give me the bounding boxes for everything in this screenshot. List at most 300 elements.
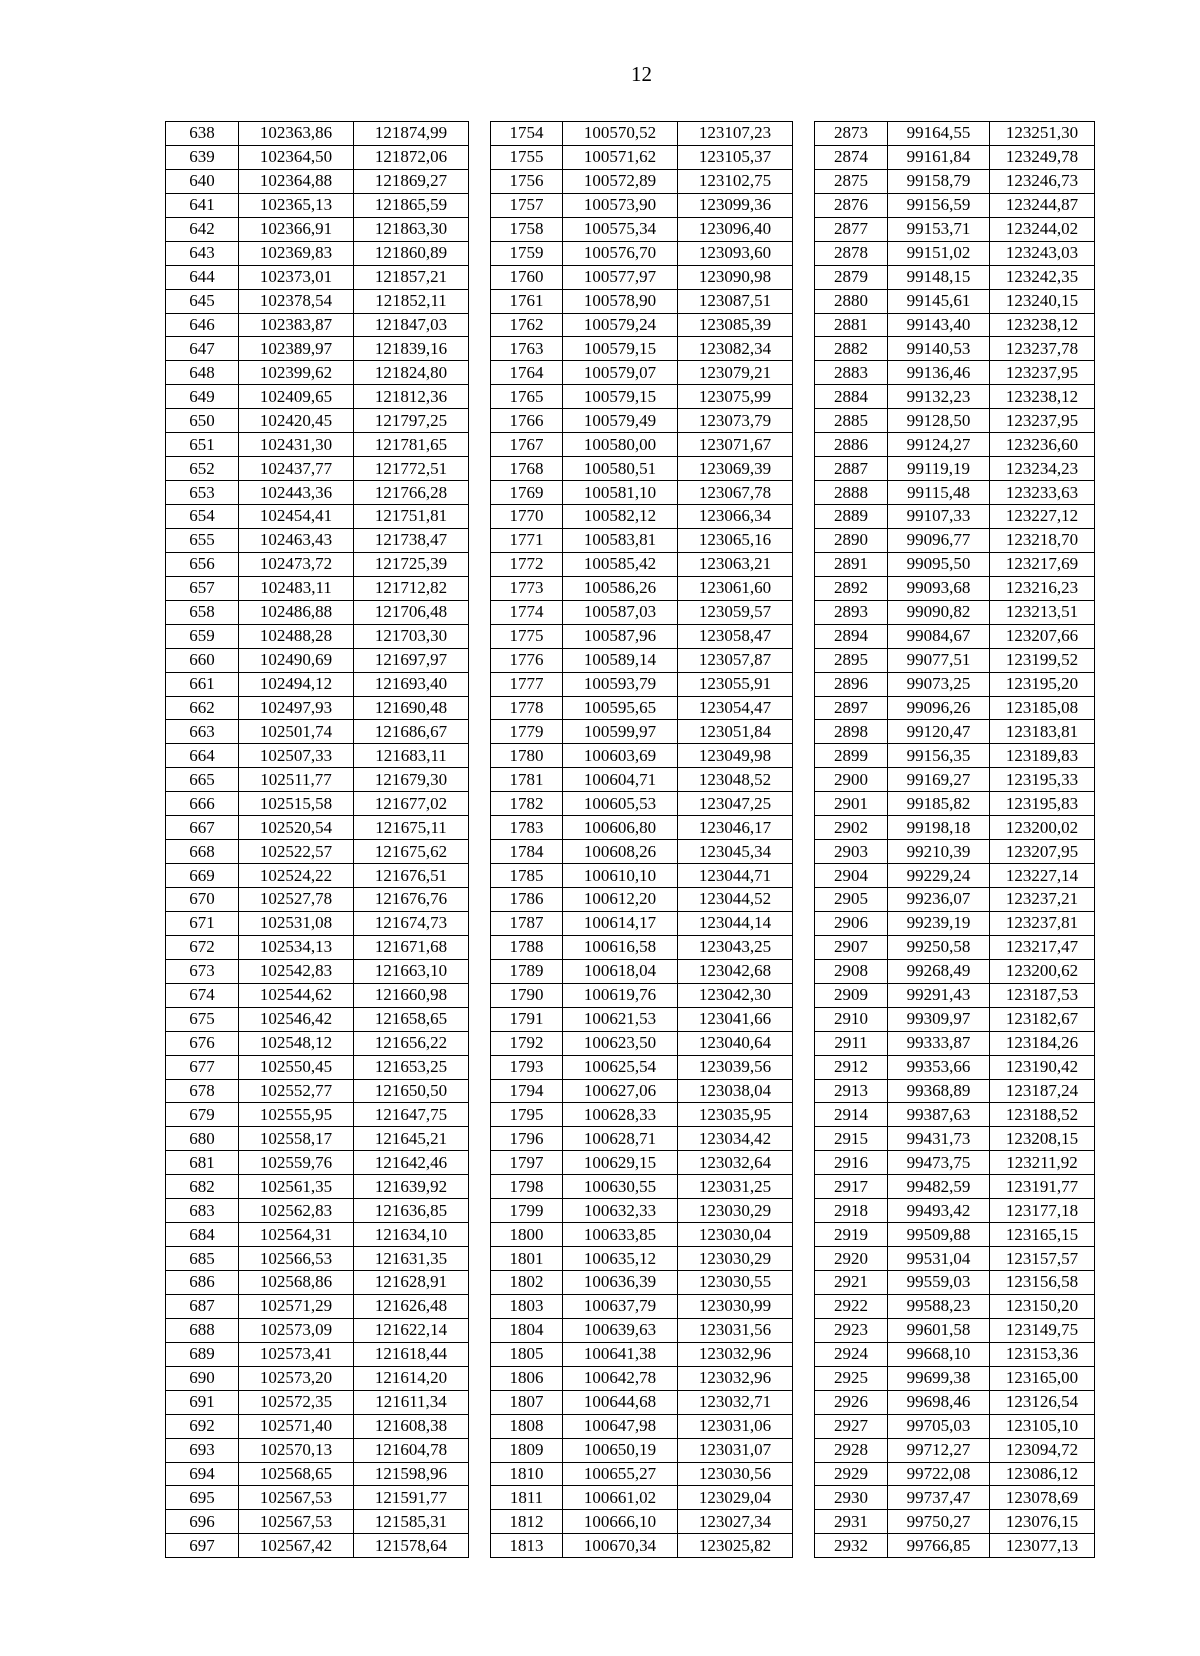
point-number-cell: 2896 xyxy=(815,672,888,696)
point-number-cell: 1770 xyxy=(491,505,563,529)
y-coordinate-cell: 123234,23 xyxy=(990,457,1095,481)
x-coordinate-cell: 99145,61 xyxy=(888,289,990,313)
y-coordinate-cell: 121642,46 xyxy=(354,1151,469,1175)
column-separator xyxy=(469,1271,491,1295)
y-coordinate-cell: 123237,78 xyxy=(990,337,1095,361)
column-separator xyxy=(793,145,815,169)
point-number-cell: 1771 xyxy=(491,528,563,552)
x-coordinate-cell: 99291,43 xyxy=(888,983,990,1007)
point-number-cell: 647 xyxy=(166,337,239,361)
y-coordinate-cell: 121656,22 xyxy=(354,1031,469,1055)
column-separator xyxy=(469,481,491,505)
y-coordinate-cell: 123094,72 xyxy=(990,1438,1095,1462)
point-number-cell: 2890 xyxy=(815,528,888,552)
y-coordinate-cell: 123025,82 xyxy=(678,1534,793,1558)
y-coordinate-cell: 121626,48 xyxy=(354,1294,469,1318)
y-coordinate-cell: 121634,10 xyxy=(354,1223,469,1247)
y-coordinate-cell: 121824,80 xyxy=(354,361,469,385)
column-separator xyxy=(793,840,815,864)
y-coordinate-cell: 123238,12 xyxy=(990,313,1095,337)
column-separator xyxy=(469,911,491,935)
y-coordinate-cell: 123030,04 xyxy=(678,1223,793,1247)
x-coordinate-cell: 99185,82 xyxy=(888,792,990,816)
point-number-cell: 2921 xyxy=(815,1271,888,1295)
column-separator xyxy=(469,768,491,792)
x-coordinate-cell: 99156,35 xyxy=(888,744,990,768)
y-coordinate-cell: 123051,84 xyxy=(678,720,793,744)
y-coordinate-cell: 121683,11 xyxy=(354,744,469,768)
y-coordinate-cell: 123099,36 xyxy=(678,193,793,217)
point-number-cell: 1776 xyxy=(491,648,563,672)
table-row xyxy=(166,600,1095,624)
point-number-cell: 1798 xyxy=(491,1175,563,1199)
x-coordinate-cell: 102520,54 xyxy=(239,816,354,840)
table-row xyxy=(166,864,1095,888)
x-coordinate-cell: 100627,06 xyxy=(563,1079,678,1103)
y-coordinate-cell: 123077,13 xyxy=(990,1534,1095,1558)
point-number-cell: 645 xyxy=(166,289,239,313)
y-coordinate-cell: 123105,37 xyxy=(678,145,793,169)
point-number-cell: 1774 xyxy=(491,600,563,624)
x-coordinate-cell: 100575,34 xyxy=(563,217,678,241)
table-row xyxy=(166,1318,1095,1342)
x-coordinate-cell: 102567,53 xyxy=(239,1510,354,1534)
y-coordinate-cell: 123237,21 xyxy=(990,888,1095,912)
table-row xyxy=(166,888,1095,912)
page-number: 12 xyxy=(631,62,652,86)
y-coordinate-cell: 123195,20 xyxy=(990,672,1095,696)
column-separator xyxy=(469,1103,491,1127)
y-coordinate-cell: 121622,14 xyxy=(354,1318,469,1342)
x-coordinate-cell: 102573,20 xyxy=(239,1366,354,1390)
column-separator xyxy=(469,409,491,433)
point-number-cell: 2923 xyxy=(815,1318,888,1342)
y-coordinate-cell: 123213,51 xyxy=(990,600,1095,624)
y-coordinate-cell: 121693,40 xyxy=(354,672,469,696)
x-coordinate-cell: 99309,97 xyxy=(888,1007,990,1031)
y-coordinate-cell: 123236,60 xyxy=(990,433,1095,457)
point-number-cell: 1802 xyxy=(491,1271,563,1295)
column-separator xyxy=(469,600,491,624)
table-row xyxy=(166,648,1095,672)
x-coordinate-cell: 102527,78 xyxy=(239,888,354,912)
table-row xyxy=(166,1294,1095,1318)
x-coordinate-cell: 100639,63 xyxy=(563,1318,678,1342)
column-separator xyxy=(469,1318,491,1342)
point-number-cell: 681 xyxy=(166,1151,239,1175)
x-coordinate-cell: 100579,15 xyxy=(563,385,678,409)
point-number-cell: 641 xyxy=(166,193,239,217)
y-coordinate-cell: 121738,47 xyxy=(354,528,469,552)
y-coordinate-cell: 121675,62 xyxy=(354,840,469,864)
x-coordinate-cell: 99698,46 xyxy=(888,1390,990,1414)
point-number-cell: 676 xyxy=(166,1031,239,1055)
y-coordinate-cell: 121639,92 xyxy=(354,1175,469,1199)
y-coordinate-cell: 121679,30 xyxy=(354,768,469,792)
y-coordinate-cell: 123032,96 xyxy=(678,1342,793,1366)
table-row xyxy=(166,624,1095,648)
table-row xyxy=(166,122,1095,146)
x-coordinate-cell: 100570,52 xyxy=(563,122,678,146)
point-number-cell: 688 xyxy=(166,1318,239,1342)
point-number-cell: 678 xyxy=(166,1079,239,1103)
x-coordinate-cell: 100630,55 xyxy=(563,1175,678,1199)
y-coordinate-cell: 123217,47 xyxy=(990,935,1095,959)
point-number-cell: 672 xyxy=(166,935,239,959)
point-number-cell: 652 xyxy=(166,457,239,481)
x-coordinate-cell: 99096,26 xyxy=(888,696,990,720)
point-number-cell: 2901 xyxy=(815,792,888,816)
y-coordinate-cell: 123233,63 xyxy=(990,481,1095,505)
x-coordinate-cell: 100642,78 xyxy=(563,1366,678,1390)
y-coordinate-cell: 123055,91 xyxy=(678,672,793,696)
point-number-cell: 2910 xyxy=(815,1007,888,1031)
y-coordinate-cell: 123240,15 xyxy=(990,289,1095,313)
x-coordinate-cell: 99128,50 xyxy=(888,409,990,433)
y-coordinate-cell: 121650,50 xyxy=(354,1079,469,1103)
x-coordinate-cell: 99509,88 xyxy=(888,1223,990,1247)
point-number-cell: 1764 xyxy=(491,361,563,385)
point-number-cell: 1766 xyxy=(491,409,563,433)
x-coordinate-cell: 99073,25 xyxy=(888,672,990,696)
x-coordinate-cell: 102546,42 xyxy=(239,1007,354,1031)
point-number-cell: 1758 xyxy=(491,217,563,241)
x-coordinate-cell: 100655,27 xyxy=(563,1462,678,1486)
x-coordinate-cell: 99712,27 xyxy=(888,1438,990,1462)
point-number-cell: 1786 xyxy=(491,888,563,912)
column-separator xyxy=(793,983,815,1007)
point-number-cell: 642 xyxy=(166,217,239,241)
x-coordinate-cell: 100581,10 xyxy=(563,481,678,505)
x-coordinate-cell: 102561,35 xyxy=(239,1175,354,1199)
column-separator xyxy=(469,1175,491,1199)
table-row xyxy=(166,696,1095,720)
point-number-cell: 650 xyxy=(166,409,239,433)
point-number-cell: 1775 xyxy=(491,624,563,648)
column-separator xyxy=(469,1462,491,1486)
point-number-cell: 663 xyxy=(166,720,239,744)
column-separator xyxy=(793,1438,815,1462)
x-coordinate-cell: 102373,01 xyxy=(239,265,354,289)
y-coordinate-cell: 121839,16 xyxy=(354,337,469,361)
table-row xyxy=(166,241,1095,265)
x-coordinate-cell: 102383,87 xyxy=(239,313,354,337)
point-number-cell: 1806 xyxy=(491,1366,563,1390)
point-number-cell: 668 xyxy=(166,840,239,864)
y-coordinate-cell: 121598,96 xyxy=(354,1462,469,1486)
point-number-cell: 2897 xyxy=(815,696,888,720)
x-coordinate-cell: 99668,10 xyxy=(888,1342,990,1366)
point-number-cell: 658 xyxy=(166,600,239,624)
y-coordinate-cell: 123184,26 xyxy=(990,1031,1095,1055)
x-coordinate-cell: 99333,87 xyxy=(888,1031,990,1055)
column-separator xyxy=(793,888,815,912)
y-coordinate-cell: 123238,12 xyxy=(990,385,1095,409)
y-coordinate-cell: 121608,38 xyxy=(354,1414,469,1438)
point-number-cell: 682 xyxy=(166,1175,239,1199)
point-number-cell: 2887 xyxy=(815,457,888,481)
point-number-cell: 644 xyxy=(166,265,239,289)
y-coordinate-cell: 123249,78 xyxy=(990,145,1095,169)
column-separator xyxy=(793,696,815,720)
x-coordinate-cell: 102511,77 xyxy=(239,768,354,792)
y-coordinate-cell: 123187,24 xyxy=(990,1079,1095,1103)
table-row xyxy=(166,1462,1095,1486)
column-separator xyxy=(793,289,815,313)
y-coordinate-cell: 123188,52 xyxy=(990,1103,1095,1127)
column-separator xyxy=(793,744,815,768)
point-number-cell: 2930 xyxy=(815,1486,888,1510)
y-coordinate-cell: 123031,07 xyxy=(678,1438,793,1462)
point-number-cell: 1812 xyxy=(491,1510,563,1534)
y-coordinate-cell: 121686,67 xyxy=(354,720,469,744)
x-coordinate-cell: 102566,53 xyxy=(239,1247,354,1271)
point-number-cell: 684 xyxy=(166,1223,239,1247)
x-coordinate-cell: 100571,62 xyxy=(563,145,678,169)
column-separator xyxy=(793,600,815,624)
column-separator xyxy=(793,552,815,576)
column-separator xyxy=(469,888,491,912)
y-coordinate-cell: 123090,98 xyxy=(678,265,793,289)
y-coordinate-cell: 123243,03 xyxy=(990,241,1095,265)
x-coordinate-cell: 99601,58 xyxy=(888,1318,990,1342)
point-number-cell: 2908 xyxy=(815,959,888,983)
column-separator xyxy=(793,1151,815,1175)
x-coordinate-cell: 99115,48 xyxy=(888,481,990,505)
point-number-cell: 675 xyxy=(166,1007,239,1031)
x-coordinate-cell: 100578,90 xyxy=(563,289,678,313)
column-separator xyxy=(469,792,491,816)
x-coordinate-cell: 102483,11 xyxy=(239,576,354,600)
x-coordinate-cell: 99737,47 xyxy=(888,1486,990,1510)
x-coordinate-cell: 99431,73 xyxy=(888,1127,990,1151)
table-row xyxy=(166,1534,1095,1558)
point-number-cell: 1778 xyxy=(491,696,563,720)
x-coordinate-cell: 100579,24 xyxy=(563,313,678,337)
y-coordinate-cell: 123032,96 xyxy=(678,1366,793,1390)
y-coordinate-cell: 123030,56 xyxy=(678,1462,793,1486)
column-separator xyxy=(469,1199,491,1223)
point-number-cell: 2903 xyxy=(815,840,888,864)
x-coordinate-cell: 99387,63 xyxy=(888,1103,990,1127)
x-coordinate-cell: 102571,40 xyxy=(239,1414,354,1438)
point-number-cell: 2875 xyxy=(815,169,888,193)
y-coordinate-cell: 123195,33 xyxy=(990,768,1095,792)
column-separator xyxy=(793,1462,815,1486)
column-separator xyxy=(793,1223,815,1247)
column-separator xyxy=(793,1127,815,1151)
y-coordinate-cell: 123058,47 xyxy=(678,624,793,648)
x-coordinate-cell: 100577,97 xyxy=(563,265,678,289)
x-coordinate-cell: 99093,68 xyxy=(888,576,990,600)
x-coordinate-cell: 100587,96 xyxy=(563,624,678,648)
x-coordinate-cell: 102558,17 xyxy=(239,1127,354,1151)
y-coordinate-cell: 121725,39 xyxy=(354,552,469,576)
table-row xyxy=(166,1510,1095,1534)
column-separator xyxy=(469,193,491,217)
table-row xyxy=(166,457,1095,481)
y-coordinate-cell: 123059,57 xyxy=(678,600,793,624)
y-coordinate-cell: 123044,52 xyxy=(678,888,793,912)
x-coordinate-cell: 100633,85 xyxy=(563,1223,678,1247)
point-number-cell: 2925 xyxy=(815,1366,888,1390)
y-coordinate-cell: 121852,11 xyxy=(354,289,469,313)
point-number-cell: 691 xyxy=(166,1390,239,1414)
y-coordinate-cell: 121847,03 xyxy=(354,313,469,337)
point-number-cell: 1754 xyxy=(491,122,563,146)
x-coordinate-cell: 100580,00 xyxy=(563,433,678,457)
point-number-cell: 664 xyxy=(166,744,239,768)
y-coordinate-cell: 123045,34 xyxy=(678,840,793,864)
point-number-cell: 2915 xyxy=(815,1127,888,1151)
x-coordinate-cell: 100587,03 xyxy=(563,600,678,624)
point-number-cell: 662 xyxy=(166,696,239,720)
y-coordinate-cell: 123107,23 xyxy=(678,122,793,146)
x-coordinate-cell: 100616,58 xyxy=(563,935,678,959)
y-coordinate-cell: 123185,08 xyxy=(990,696,1095,720)
y-coordinate-cell: 123157,57 xyxy=(990,1247,1095,1271)
column-separator xyxy=(469,337,491,361)
column-separator xyxy=(469,1342,491,1366)
point-number-cell: 1813 xyxy=(491,1534,563,1558)
table-row xyxy=(166,1007,1095,1031)
point-number-cell: 1783 xyxy=(491,816,563,840)
column-separator xyxy=(469,505,491,529)
table-row xyxy=(166,792,1095,816)
y-coordinate-cell: 123217,69 xyxy=(990,552,1095,576)
y-coordinate-cell: 121676,51 xyxy=(354,864,469,888)
table-row xyxy=(166,552,1095,576)
point-number-cell: 1799 xyxy=(491,1199,563,1223)
x-coordinate-cell: 100579,15 xyxy=(563,337,678,361)
y-coordinate-cell: 123082,34 xyxy=(678,337,793,361)
y-coordinate-cell: 121677,02 xyxy=(354,792,469,816)
column-separator xyxy=(793,864,815,888)
y-coordinate-cell: 123218,70 xyxy=(990,528,1095,552)
y-coordinate-cell: 123093,60 xyxy=(678,241,793,265)
y-coordinate-cell: 123031,56 xyxy=(678,1318,793,1342)
x-coordinate-cell: 100585,42 xyxy=(563,552,678,576)
column-separator xyxy=(793,720,815,744)
x-coordinate-cell: 100573,90 xyxy=(563,193,678,217)
x-coordinate-cell: 100666,10 xyxy=(563,1510,678,1534)
x-coordinate-cell: 102363,86 xyxy=(239,122,354,146)
y-coordinate-cell: 123087,51 xyxy=(678,289,793,313)
point-number-cell: 2895 xyxy=(815,648,888,672)
y-coordinate-cell: 123054,47 xyxy=(678,696,793,720)
x-coordinate-cell: 102572,35 xyxy=(239,1390,354,1414)
point-number-cell: 1780 xyxy=(491,744,563,768)
table-row xyxy=(166,1103,1095,1127)
y-coordinate-cell: 123041,66 xyxy=(678,1007,793,1031)
x-coordinate-cell: 102507,33 xyxy=(239,744,354,768)
x-coordinate-cell: 99482,59 xyxy=(888,1175,990,1199)
y-coordinate-cell: 121578,64 xyxy=(354,1534,469,1558)
x-coordinate-cell: 102544,62 xyxy=(239,983,354,1007)
column-separator xyxy=(469,241,491,265)
y-coordinate-cell: 123031,25 xyxy=(678,1175,793,1199)
point-number-cell: 2912 xyxy=(815,1055,888,1079)
table-row xyxy=(166,672,1095,696)
point-number-cell: 1772 xyxy=(491,552,563,576)
y-coordinate-cell: 123061,60 xyxy=(678,576,793,600)
point-number-cell: 656 xyxy=(166,552,239,576)
point-number-cell: 2927 xyxy=(815,1414,888,1438)
y-coordinate-cell: 123251,30 xyxy=(990,122,1095,146)
point-number-cell: 639 xyxy=(166,145,239,169)
point-number-cell: 696 xyxy=(166,1510,239,1534)
point-number-cell: 638 xyxy=(166,122,239,146)
y-coordinate-cell: 123048,52 xyxy=(678,768,793,792)
point-number-cell: 1756 xyxy=(491,169,563,193)
column-separator xyxy=(469,744,491,768)
x-coordinate-cell: 99210,39 xyxy=(888,840,990,864)
x-coordinate-cell: 102524,22 xyxy=(239,864,354,888)
point-number-cell: 1781 xyxy=(491,768,563,792)
x-coordinate-cell: 100647,98 xyxy=(563,1414,678,1438)
point-number-cell: 693 xyxy=(166,1438,239,1462)
point-number-cell: 2898 xyxy=(815,720,888,744)
point-number-cell: 657 xyxy=(166,576,239,600)
table-row xyxy=(166,409,1095,433)
column-separator xyxy=(793,1294,815,1318)
x-coordinate-cell: 102437,77 xyxy=(239,457,354,481)
x-coordinate-cell: 100635,12 xyxy=(563,1247,678,1271)
x-coordinate-cell: 100580,51 xyxy=(563,457,678,481)
y-coordinate-cell: 121653,25 xyxy=(354,1055,469,1079)
x-coordinate-cell: 102389,97 xyxy=(239,337,354,361)
point-number-cell: 685 xyxy=(166,1247,239,1271)
point-number-cell: 2900 xyxy=(815,768,888,792)
column-separator xyxy=(469,433,491,457)
point-number-cell: 2929 xyxy=(815,1462,888,1486)
point-number-cell: 1761 xyxy=(491,289,563,313)
table-row xyxy=(166,935,1095,959)
y-coordinate-cell: 123043,25 xyxy=(678,935,793,959)
column-separator xyxy=(793,122,815,146)
point-number-cell: 1784 xyxy=(491,840,563,864)
x-coordinate-cell: 102494,12 xyxy=(239,672,354,696)
point-number-cell: 1779 xyxy=(491,720,563,744)
x-coordinate-cell: 99353,66 xyxy=(888,1055,990,1079)
table-row xyxy=(166,385,1095,409)
x-coordinate-cell: 99229,24 xyxy=(888,864,990,888)
column-separator xyxy=(793,337,815,361)
table-row xyxy=(166,1031,1095,1055)
column-separator xyxy=(793,911,815,935)
x-coordinate-cell: 99095,50 xyxy=(888,552,990,576)
column-separator xyxy=(469,576,491,600)
point-number-cell: 1791 xyxy=(491,1007,563,1031)
column-separator xyxy=(793,1271,815,1295)
column-separator xyxy=(469,217,491,241)
y-coordinate-cell: 123211,92 xyxy=(990,1151,1095,1175)
point-number-cell: 649 xyxy=(166,385,239,409)
table-row xyxy=(166,1223,1095,1247)
x-coordinate-cell: 102431,30 xyxy=(239,433,354,457)
x-coordinate-cell: 100603,69 xyxy=(563,744,678,768)
x-coordinate-cell: 99699,38 xyxy=(888,1366,990,1390)
y-coordinate-cell: 123039,56 xyxy=(678,1055,793,1079)
x-coordinate-cell: 99124,27 xyxy=(888,433,990,457)
x-coordinate-cell: 99236,07 xyxy=(888,888,990,912)
column-separator xyxy=(793,1510,815,1534)
column-separator xyxy=(469,289,491,313)
point-number-cell: 1787 xyxy=(491,911,563,935)
column-separator xyxy=(469,1366,491,1390)
point-number-cell: 2919 xyxy=(815,1223,888,1247)
point-number-cell: 683 xyxy=(166,1199,239,1223)
